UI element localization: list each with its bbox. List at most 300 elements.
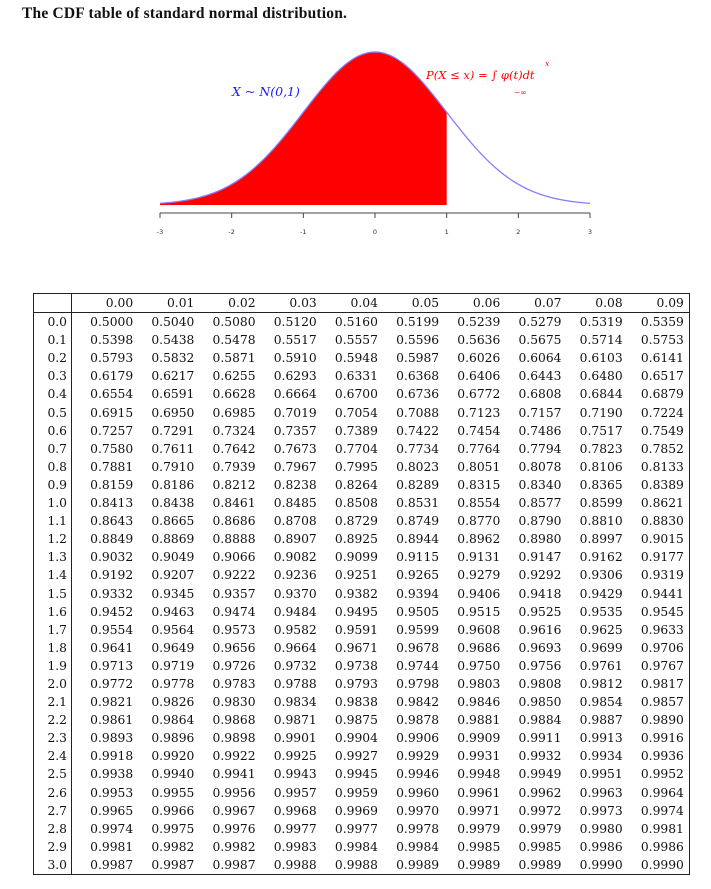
table-cell: 0.9131 <box>457 550 501 565</box>
table-cell: 0.8159 <box>90 477 134 492</box>
table-cell: 0.9965 <box>90 803 134 818</box>
table-cell: 0.9989 <box>457 857 501 872</box>
row-header: 2.2 <box>34 711 72 729</box>
table-cell: 0.9783 <box>212 676 256 691</box>
table-cell: 0.9857 <box>640 695 684 710</box>
normal-cdf-figure <box>0 0 711 290</box>
row-header: 0.6 <box>34 422 72 440</box>
table-row <box>34 838 690 856</box>
table-cell: 0.9370 <box>273 586 317 601</box>
table-cell: 0.8051 <box>457 459 501 474</box>
table-cell: 0.9981 <box>90 839 134 854</box>
table-cell: 0.9989 <box>518 857 562 872</box>
table-row <box>34 367 690 385</box>
table-cell: 0.9207 <box>151 568 195 583</box>
table-row <box>34 422 690 440</box>
table-cell: 0.9984 <box>334 839 378 854</box>
table-cell: 0.7190 <box>579 405 623 420</box>
table-cell: 0.7995 <box>334 459 378 474</box>
table-cell: 0.9382 <box>334 586 378 601</box>
table-cell: 0.8264 <box>334 477 378 492</box>
table-cell: 0.5793 <box>90 351 134 366</box>
table-cell: 0.9983 <box>273 839 317 854</box>
table-cell: 0.9968 <box>273 803 317 818</box>
table-cell: 0.9909 <box>457 731 501 746</box>
table-cell: 0.8023 <box>396 459 440 474</box>
column-header: 0.04 <box>317 294 378 313</box>
table-cell: 0.7852 <box>640 441 684 456</box>
table-cell: 0.9608 <box>457 622 501 637</box>
table-cell: 0.5120 <box>273 315 317 330</box>
table-cell: 0.9972 <box>518 803 562 818</box>
table-cell: 0.9750 <box>457 658 501 673</box>
table-cell: 0.8907 <box>273 532 317 547</box>
table-cell: 0.9984 <box>396 839 440 854</box>
row-header: 0.3 <box>34 367 72 385</box>
table-cell: 0.9975 <box>151 821 195 836</box>
table-cell: 0.9834 <box>273 695 317 710</box>
table-cell: 0.9946 <box>396 767 440 782</box>
table-cell: 0.9649 <box>151 640 195 655</box>
table-row <box>34 349 690 367</box>
table-cell: 0.9974 <box>640 803 684 818</box>
table-cell: 0.9515 <box>457 604 501 619</box>
table-cell: 0.9978 <box>396 821 440 836</box>
table-cell: 0.6064 <box>518 351 562 366</box>
table-cell: 0.9938 <box>90 767 134 782</box>
table-cell: 0.9429 <box>579 586 623 601</box>
table-cell: 0.9901 <box>273 731 317 746</box>
table-cell: 0.7054 <box>334 405 378 420</box>
table-cell: 0.7486 <box>518 423 562 438</box>
table-cell: 0.9906 <box>396 731 440 746</box>
table-cell: 0.9838 <box>334 695 378 710</box>
table-cell: 0.5987 <box>396 351 440 366</box>
table-row <box>34 548 690 566</box>
row-header: 0.1 <box>34 331 72 349</box>
table-row <box>34 458 690 476</box>
table-row <box>34 494 690 512</box>
table-cell: 0.9798 <box>396 676 440 691</box>
table-cell: 0.9738 <box>334 658 378 673</box>
table-cell: 0.9803 <box>457 676 501 691</box>
table-cell: 0.7642 <box>212 441 256 456</box>
x-tick-label: -2 <box>228 228 235 236</box>
table-cell: 0.7967 <box>273 459 317 474</box>
table-cell: 0.5199 <box>396 315 440 330</box>
x-tick-label: -1 <box>300 228 307 236</box>
table-cell: 0.9671 <box>334 640 378 655</box>
table-cell: 0.6406 <box>457 369 501 384</box>
table-cell: 0.9925 <box>273 749 317 764</box>
column-header: 0.06 <box>439 294 500 313</box>
table-cell: 0.9292 <box>518 568 562 583</box>
table-cell: 0.9976 <box>212 821 256 836</box>
table-cell: 0.8485 <box>273 496 317 511</box>
integral-lower-limit: −∞ <box>514 88 527 97</box>
cdf-table-container <box>33 293 690 875</box>
table-cell: 0.9955 <box>151 785 195 800</box>
table-cell: 0.5359 <box>640 315 684 330</box>
table-cell: 0.5832 <box>151 351 195 366</box>
table-row <box>34 784 690 802</box>
table-cell: 0.5478 <box>212 333 256 348</box>
table-cell: 0.9987 <box>151 857 195 872</box>
table-cell: 0.8461 <box>212 496 256 511</box>
table-cell: 0.9956 <box>212 785 256 800</box>
column-header: 0.02 <box>194 294 255 313</box>
table-cell: 0.9222 <box>212 568 256 583</box>
table-cell: 0.8944 <box>396 532 440 547</box>
table-cell: 0.9319 <box>640 568 684 583</box>
table-row <box>34 476 690 494</box>
row-header: 1.2 <box>34 530 72 548</box>
table-cell: 0.9554 <box>90 622 134 637</box>
row-header: 1.6 <box>34 603 72 621</box>
table-cell: 0.9898 <box>212 731 256 746</box>
table-cell: 0.8621 <box>640 496 684 511</box>
table-cell: 0.8508 <box>334 496 378 511</box>
table-cell: 0.9911 <box>518 731 562 746</box>
table-cell: 0.9192 <box>90 568 134 583</box>
row-header: 1.1 <box>34 512 72 530</box>
table-cell: 0.9767 <box>640 658 684 673</box>
row-header: 0.8 <box>34 458 72 476</box>
table-cell: 0.5871 <box>212 351 256 366</box>
row-header: 1.0 <box>34 494 72 512</box>
table-cell: 0.9977 <box>334 821 378 836</box>
table-cell: 0.9177 <box>640 550 684 565</box>
table-cell: 0.8289 <box>396 477 440 492</box>
table-cell: 0.6293 <box>273 369 317 384</box>
table-cell: 0.9875 <box>334 713 378 728</box>
table-cell: 0.9778 <box>151 676 195 691</box>
table-cell: 0.8554 <box>457 496 501 511</box>
table-cell: 0.5279 <box>518 315 562 330</box>
table-cell: 0.9966 <box>151 803 195 818</box>
table-cell: 0.9893 <box>90 731 134 746</box>
table-cell: 0.9817 <box>640 676 684 691</box>
table-cell: 0.8749 <box>396 514 440 529</box>
column-header: 0.05 <box>378 294 439 313</box>
table-cell: 0.9951 <box>579 767 623 782</box>
row-header: 1.5 <box>34 585 72 603</box>
table-cell: 0.9625 <box>579 622 623 637</box>
table-cell: 0.9846 <box>457 695 501 710</box>
table-cell: 0.5239 <box>457 315 501 330</box>
table-cell: 0.8340 <box>518 477 562 492</box>
table-cell: 0.9922 <box>212 749 256 764</box>
table-cell: 0.5596 <box>396 333 440 348</box>
table-cell: 0.9525 <box>518 604 562 619</box>
table-cell: 0.8888 <box>212 532 256 547</box>
table-row <box>34 585 690 603</box>
table-cell: 0.7794 <box>518 441 562 456</box>
table-cell: 0.9961 <box>457 785 501 800</box>
table-cell: 0.9986 <box>640 839 684 854</box>
row-header: 1.8 <box>34 639 72 657</box>
table-cell: 0.9664 <box>273 640 317 655</box>
table-cell: 0.9591 <box>334 622 378 637</box>
table-cell: 0.7939 <box>212 459 256 474</box>
table-cell: 0.9887 <box>579 713 623 728</box>
table-cell: 0.5517 <box>273 333 317 348</box>
table-cell: 0.5675 <box>518 333 562 348</box>
table-cell: 0.9952 <box>640 767 684 782</box>
table-cell: 0.7422 <box>396 423 440 438</box>
table-cell: 0.8186 <box>151 477 195 492</box>
table-cell: 0.9969 <box>334 803 378 818</box>
table-cell: 0.9495 <box>334 604 378 619</box>
table-cell: 0.9441 <box>640 586 684 601</box>
table-cell: 0.7157 <box>518 405 562 420</box>
table-cell: 0.9982 <box>151 839 195 854</box>
table-row <box>34 657 690 675</box>
table-row <box>34 530 690 548</box>
table-cell: 0.8365 <box>579 477 623 492</box>
table-cell: 0.9943 <box>273 767 317 782</box>
table-cell: 0.9896 <box>151 731 195 746</box>
table-cell: 0.9633 <box>640 622 684 637</box>
table-cell: 0.9842 <box>396 695 440 710</box>
table-cell: 0.6517 <box>640 369 684 384</box>
table-cell: 0.9960 <box>396 785 440 800</box>
table-cell: 0.9406 <box>457 586 501 601</box>
table-cell: 0.8078 <box>518 459 562 474</box>
table-row <box>34 512 690 530</box>
table-cell: 0.9452 <box>90 604 134 619</box>
table-cell: 0.9987 <box>212 857 256 872</box>
table-cell: 0.6700 <box>334 387 378 402</box>
table-cell: 0.9535 <box>579 604 623 619</box>
table-cell: 0.9826 <box>151 695 195 710</box>
x-tick-label: 1 <box>444 228 449 236</box>
table-cell: 0.5398 <box>90 333 134 348</box>
table-cell: 0.9985 <box>518 839 562 854</box>
table-cell: 0.7823 <box>579 441 623 456</box>
table-cell: 0.5160 <box>334 315 378 330</box>
table-cell: 0.9345 <box>151 586 195 601</box>
table-cell: 0.5040 <box>151 315 195 330</box>
table-row <box>34 440 690 458</box>
row-header: 2.5 <box>34 765 72 783</box>
table-cell: 0.6772 <box>457 387 501 402</box>
table-cell: 0.9878 <box>396 713 440 728</box>
table-cell: 0.9977 <box>273 821 317 836</box>
table-cell: 0.9505 <box>396 604 440 619</box>
table-cell: 0.9986 <box>579 839 623 854</box>
table-cell: 0.6179 <box>90 369 134 384</box>
row-header: 2.7 <box>34 802 72 820</box>
table-cell: 0.6628 <box>212 387 256 402</box>
row-header: 1.3 <box>34 548 72 566</box>
row-header: 0.4 <box>34 385 72 403</box>
table-cell: 0.9115 <box>396 550 440 565</box>
table-cell: 0.5319 <box>579 315 623 330</box>
table-cell: 0.9973 <box>579 803 623 818</box>
table-cell: 0.8212 <box>212 477 256 492</box>
table-cell: 0.9032 <box>90 550 134 565</box>
table-cell: 0.6141 <box>640 351 684 366</box>
table-cell: 0.7224 <box>640 405 684 420</box>
table-cell: 0.8849 <box>90 532 134 547</box>
table-cell: 0.7454 <box>457 423 501 438</box>
table-cell: 0.5080 <box>212 315 256 330</box>
table-cell: 0.9890 <box>640 713 684 728</box>
x-tick-label: 3 <box>587 228 593 236</box>
table-cell: 0.9484 <box>273 604 317 619</box>
table-cell: 0.9394 <box>396 586 440 601</box>
table-cell: 0.6368 <box>396 369 440 384</box>
row-header: 0.9 <box>34 476 72 494</box>
table-cell: 0.8133 <box>640 459 684 474</box>
table-cell: 0.8413 <box>90 496 134 511</box>
table-cell: 0.9971 <box>457 803 501 818</box>
table-row <box>34 747 690 765</box>
table-cell: 0.9279 <box>457 568 501 583</box>
table-cell: 0.9854 <box>579 695 623 710</box>
table-cell: 0.9686 <box>457 640 501 655</box>
row-header: 2.0 <box>34 675 72 693</box>
table-cell: 0.9957 <box>273 785 317 800</box>
table-cell: 0.9812 <box>579 676 623 691</box>
table-cell: 0.7881 <box>90 459 134 474</box>
table-cell: 0.6844 <box>579 387 623 402</box>
table-cell: 0.9988 <box>273 857 317 872</box>
table-cell: 0.9066 <box>212 550 256 565</box>
table-header-row <box>34 294 690 313</box>
table-cell: 0.8980 <box>518 532 562 547</box>
table-cell: 0.8686 <box>212 514 256 529</box>
table-row <box>34 566 690 584</box>
row-header: 1.4 <box>34 566 72 584</box>
table-cell: 0.8729 <box>334 514 378 529</box>
table-cell: 0.6026 <box>457 351 501 366</box>
table-cell: 0.9306 <box>579 568 623 583</box>
table-cell: 0.9332 <box>90 586 134 601</box>
table-cell: 0.9940 <box>151 767 195 782</box>
table-cell: 0.8238 <box>273 477 317 492</box>
table-cell: 0.7673 <box>273 441 317 456</box>
table-row <box>34 621 690 639</box>
table-row <box>34 856 690 875</box>
table-cell: 0.9964 <box>640 785 684 800</box>
table-cell: 0.9927 <box>334 749 378 764</box>
table-cell: 0.9706 <box>640 640 684 655</box>
table-cell: 0.8315 <box>457 477 501 492</box>
table-cell: 0.9949 <box>518 767 562 782</box>
x-tick-label: 0 <box>372 228 378 236</box>
table-cell: 0.9147 <box>518 550 562 565</box>
row-header: 1.7 <box>34 621 72 639</box>
table-row <box>34 603 690 621</box>
table-cell: 0.7257 <box>90 423 134 438</box>
cdf-table <box>33 293 690 875</box>
table-cell: 0.7704 <box>334 441 378 456</box>
table-cell: 0.9744 <box>396 658 440 673</box>
table-cell: 0.9916 <box>640 731 684 746</box>
table-cell: 0.9162 <box>579 550 623 565</box>
table-cell: 0.9987 <box>90 857 134 872</box>
table-cell: 0.8438 <box>151 496 195 511</box>
shaded-cdf-area <box>160 52 447 205</box>
table-cell: 0.8997 <box>579 532 623 547</box>
row-header: 1.9 <box>34 657 72 675</box>
row-header: 2.9 <box>34 838 72 856</box>
table-cell: 0.7580 <box>90 441 134 456</box>
table-cell: 0.9732 <box>273 658 317 673</box>
table-cell: 0.8869 <box>151 532 195 547</box>
table-cell: 0.9099 <box>334 550 378 565</box>
row-header: 2.3 <box>34 729 72 747</box>
table-cell: 0.9967 <box>212 803 256 818</box>
table-cell: 0.9980 <box>579 821 623 836</box>
table-cell: 0.6808 <box>518 387 562 402</box>
column-header: 0.03 <box>256 294 317 313</box>
table-cell: 0.9945 <box>334 767 378 782</box>
table-cell: 0.9573 <box>212 622 256 637</box>
table-row <box>34 802 690 820</box>
formula-label: P(X ≤ x) = ∫ φ(t)dt <box>426 68 535 82</box>
table-cell: 0.9788 <box>273 676 317 691</box>
table-row <box>34 711 690 729</box>
table-cell: 0.9990 <box>640 857 684 872</box>
table-row <box>34 729 690 747</box>
table-cell: 0.5714 <box>579 333 623 348</box>
table-cell: 0.6554 <box>90 387 134 402</box>
table-cell: 0.9582 <box>273 622 317 637</box>
table-cell: 0.9936 <box>640 749 684 764</box>
row-header: 0.0 <box>34 313 72 332</box>
table-cell: 0.9959 <box>334 785 378 800</box>
table-row <box>34 675 690 693</box>
table-cell: 0.9970 <box>396 803 440 818</box>
table-cell: 0.9726 <box>212 658 256 673</box>
table-cell: 0.6217 <box>151 369 195 384</box>
table-cell: 0.9871 <box>273 713 317 728</box>
table-cell: 0.9981 <box>640 821 684 836</box>
table-cell: 0.9656 <box>212 640 256 655</box>
table-cell: 0.9881 <box>457 713 501 728</box>
table-row <box>34 693 690 711</box>
table-cell: 0.9830 <box>212 695 256 710</box>
table-cell: 0.9564 <box>151 622 195 637</box>
table-cell: 0.8770 <box>457 514 501 529</box>
table-cell: 0.8531 <box>396 496 440 511</box>
row-header: 0.5 <box>34 404 72 422</box>
table-cell: 0.9953 <box>90 785 134 800</box>
table-cell: 0.7324 <box>212 423 256 438</box>
distribution-label: X ~ N(0,1) <box>232 84 300 99</box>
table-cell: 0.6736 <box>396 387 440 402</box>
table-cell: 0.9904 <box>334 731 378 746</box>
table-cell: 0.9948 <box>457 767 501 782</box>
table-cell: 0.8790 <box>518 514 562 529</box>
table-cell: 0.9641 <box>90 640 134 655</box>
table-cell: 0.6103 <box>579 351 623 366</box>
column-header: 0.07 <box>500 294 561 313</box>
table-cell: 0.9929 <box>396 749 440 764</box>
table-cell: 0.6879 <box>640 387 684 402</box>
table-body <box>34 313 690 875</box>
table-row <box>34 313 690 332</box>
table-cell: 0.9920 <box>151 749 195 764</box>
table-cell: 0.5753 <box>640 333 684 348</box>
table-cell: 0.9719 <box>151 658 195 673</box>
table-cell: 0.8599 <box>579 496 623 511</box>
table-cell: 0.9678 <box>396 640 440 655</box>
table-cell: 0.9699 <box>579 640 623 655</box>
